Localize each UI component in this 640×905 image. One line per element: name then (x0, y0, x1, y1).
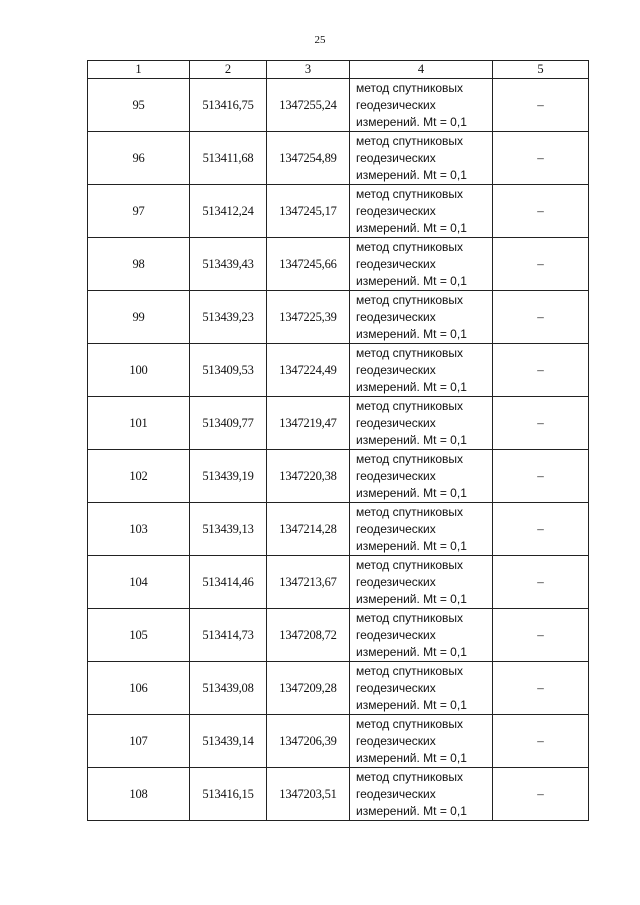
method-cell (350, 768, 493, 821)
table-row (88, 397, 589, 450)
table-row (88, 556, 589, 609)
y-coordinate-cell: 1347225,39 (267, 291, 350, 344)
method-line-2: геодезических (356, 680, 436, 695)
method-line-2: геодезических (356, 627, 436, 642)
y-coordinate-cell: 1347224,49 (267, 344, 350, 397)
table-row (88, 768, 589, 821)
method-line-2: геодезических (356, 256, 436, 271)
table-row (88, 185, 589, 238)
y-coordinate-cell: 1347245,66 (267, 238, 350, 291)
y-coordinate-cell: 1347206,39 (267, 715, 350, 768)
note-cell: – (493, 185, 589, 238)
method-line-1: метод спутниковых (356, 345, 464, 360)
table-row (88, 132, 589, 185)
y-coordinate-cell: 1347255,24 (267, 79, 350, 132)
page-number: 25 (314, 34, 326, 46)
method-line-3: измерений. Mt = 0,1 (356, 750, 467, 765)
note-cell: – (493, 662, 589, 715)
method-line-3: измерений. Mt = 0,1 (356, 220, 467, 235)
column-header-3: 3 (267, 61, 350, 79)
y-coordinate-cell: 1347214,28 (267, 503, 350, 556)
x-coordinate-cell: 513439,14 (190, 715, 267, 768)
column-header-4: 4 (350, 61, 493, 79)
point-number-cell: 101 (88, 397, 190, 450)
method-line-1: метод спутниковых (356, 239, 464, 254)
y-coordinate-cell: 1347203,51 (267, 768, 350, 821)
method-line-3: измерений. Mt = 0,1 (356, 803, 467, 818)
note-cell: – (493, 397, 589, 450)
method-cell (350, 662, 493, 715)
point-number-cell: 108 (88, 768, 190, 821)
method-cell (350, 556, 493, 609)
method-line-2: геодезических (356, 415, 436, 430)
point-number-cell: 103 (88, 503, 190, 556)
note-cell: – (493, 344, 589, 397)
x-coordinate-cell: 513414,46 (190, 556, 267, 609)
note-cell: – (493, 768, 589, 821)
table-row (88, 291, 589, 344)
table-row (88, 503, 589, 556)
point-number-cell: 95 (88, 79, 190, 132)
point-number-cell: 100 (88, 344, 190, 397)
method-line-1: метод спутниковых (356, 663, 464, 678)
column-header-5: 5 (493, 61, 589, 79)
method-line-1: метод спутниковых (356, 80, 464, 95)
point-number-cell: 104 (88, 556, 190, 609)
method-cell (350, 344, 493, 397)
method-cell (350, 450, 493, 503)
table-header-row (88, 61, 589, 79)
method-cell (350, 397, 493, 450)
note-cell: – (493, 132, 589, 185)
x-coordinate-cell: 513439,08 (190, 662, 267, 715)
method-line-1: метод спутниковых (356, 610, 464, 625)
x-coordinate-cell: 513416,75 (190, 79, 267, 132)
method-cell (350, 132, 493, 185)
note-cell: – (493, 556, 589, 609)
method-line-2: геодезических (356, 468, 436, 483)
method-line-3: измерений. Mt = 0,1 (356, 697, 467, 712)
method-line-2: геодезических (356, 733, 436, 748)
x-coordinate-cell: 513439,19 (190, 450, 267, 503)
coordinates-table (87, 60, 589, 821)
x-coordinate-cell: 513439,23 (190, 291, 267, 344)
method-cell (350, 185, 493, 238)
method-line-3: измерений. Mt = 0,1 (356, 432, 467, 447)
y-coordinate-cell: 1347254,89 (267, 132, 350, 185)
x-coordinate-cell: 513439,43 (190, 238, 267, 291)
method-line-3: измерений. Mt = 0,1 (356, 273, 467, 288)
note-cell: – (493, 79, 589, 132)
point-number-cell: 102 (88, 450, 190, 503)
method-line-2: геодезических (356, 309, 436, 324)
method-line-2: геодезических (356, 521, 436, 536)
y-coordinate-cell: 1347213,67 (267, 556, 350, 609)
table-row (88, 238, 589, 291)
method-line-2: геодезических (356, 203, 436, 218)
point-number-cell: 97 (88, 185, 190, 238)
note-cell: – (493, 715, 589, 768)
table-body (88, 79, 589, 821)
point-number-cell: 99 (88, 291, 190, 344)
x-coordinate-cell: 513412,24 (190, 185, 267, 238)
table-row (88, 450, 589, 503)
method-line-1: метод спутниковых (356, 133, 464, 148)
y-coordinate-cell: 1347245,17 (267, 185, 350, 238)
method-line-1: метод спутниковых (356, 769, 464, 784)
note-cell: – (493, 238, 589, 291)
table-row (88, 79, 589, 132)
table-row (88, 609, 589, 662)
method-line-1: метод спутниковых (356, 292, 464, 307)
y-coordinate-cell: 1347209,28 (267, 662, 350, 715)
method-line-3: измерений. Mt = 0,1 (356, 114, 467, 129)
note-cell: – (493, 503, 589, 556)
column-header-1: 1 (88, 61, 190, 79)
method-line-1: метод спутниковых (356, 186, 464, 201)
x-coordinate-cell: 513414,73 (190, 609, 267, 662)
method-cell (350, 503, 493, 556)
method-line-1: метод спутниковых (356, 504, 464, 519)
point-number-cell: 107 (88, 715, 190, 768)
x-coordinate-cell: 513409,77 (190, 397, 267, 450)
x-coordinate-cell: 513411,68 (190, 132, 267, 185)
method-line-1: метод спутниковых (356, 716, 464, 731)
method-cell (350, 291, 493, 344)
method-line-3: измерений. Mt = 0,1 (356, 591, 467, 606)
note-cell: – (493, 609, 589, 662)
method-line-1: метод спутниковых (356, 451, 464, 466)
table-row (88, 662, 589, 715)
y-coordinate-cell: 1347219,47 (267, 397, 350, 450)
method-line-2: геодезических (356, 574, 436, 589)
x-coordinate-cell: 513416,15 (190, 768, 267, 821)
method-cell (350, 609, 493, 662)
method-line-1: метод спутниковых (356, 398, 464, 413)
method-line-3: измерений. Mt = 0,1 (356, 167, 467, 182)
note-cell: – (493, 450, 589, 503)
method-line-3: измерений. Mt = 0,1 (356, 538, 467, 553)
point-number-cell: 96 (88, 132, 190, 185)
x-coordinate-cell: 513439,13 (190, 503, 267, 556)
y-coordinate-cell: 1347220,38 (267, 450, 350, 503)
note-cell: – (493, 291, 589, 344)
method-line-2: геодезических (356, 786, 436, 801)
column-header-2: 2 (190, 61, 267, 79)
point-number-cell: 106 (88, 662, 190, 715)
method-line-2: геодезических (356, 97, 436, 112)
x-coordinate-cell: 513409,53 (190, 344, 267, 397)
method-line-3: измерений. Mt = 0,1 (356, 485, 467, 500)
method-cell (350, 715, 493, 768)
table-row (88, 344, 589, 397)
method-line-1: метод спутниковых (356, 557, 464, 572)
table-row (88, 715, 589, 768)
method-line-2: геодезических (356, 150, 436, 165)
method-cell (350, 238, 493, 291)
point-number-cell: 105 (88, 609, 190, 662)
point-number-cell: 98 (88, 238, 190, 291)
method-line-3: измерений. Mt = 0,1 (356, 326, 467, 341)
method-line-3: измерений. Mt = 0,1 (356, 379, 467, 394)
method-line-2: геодезических (356, 362, 436, 377)
method-cell (350, 79, 493, 132)
y-coordinate-cell: 1347208,72 (267, 609, 350, 662)
method-line-3: измерений. Mt = 0,1 (356, 644, 467, 659)
